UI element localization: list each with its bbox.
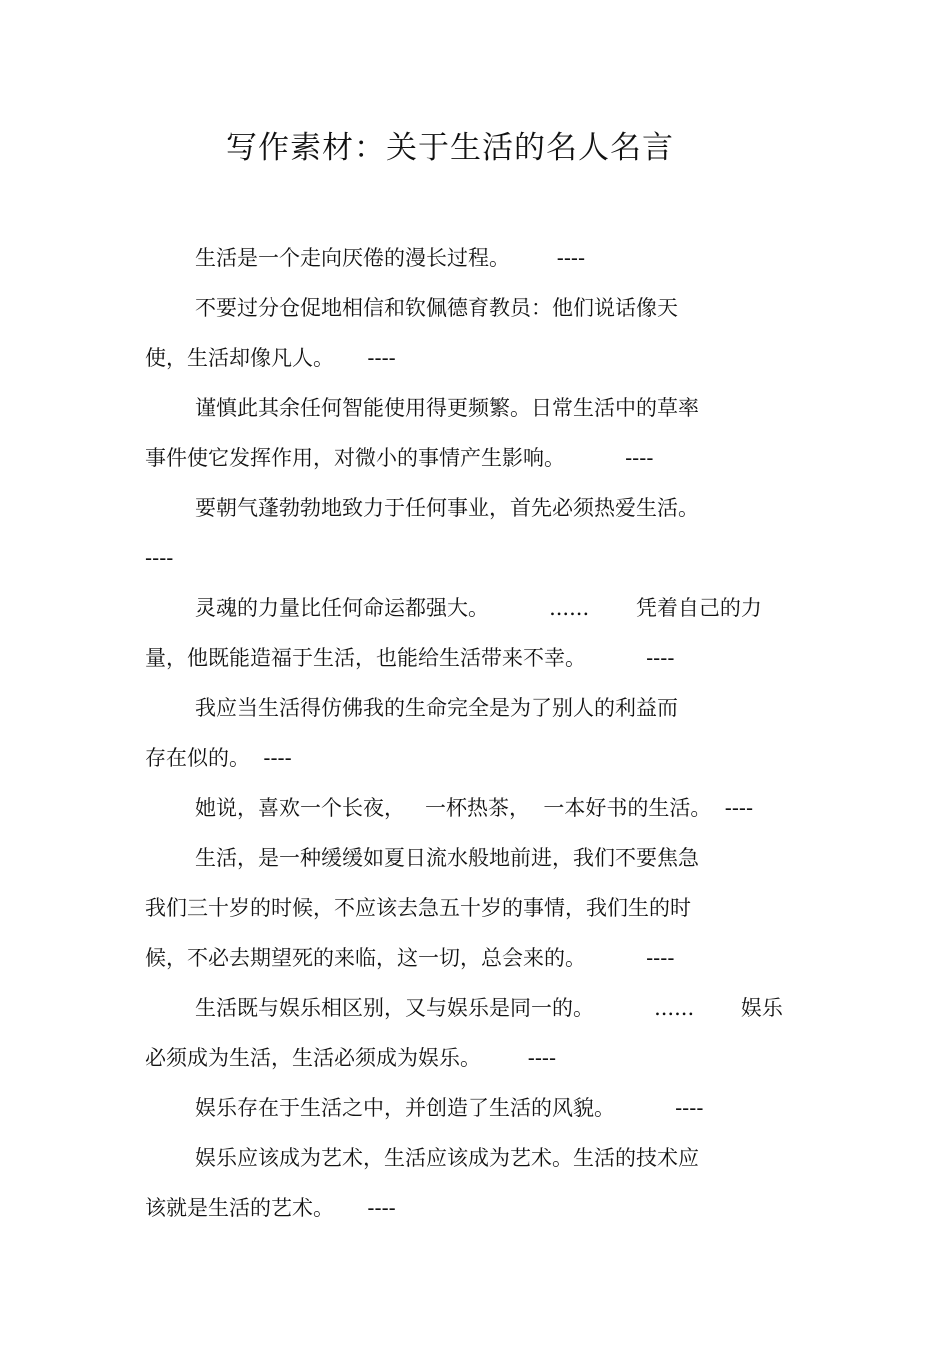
quote-line: 候，不必去期望死的来临，这一切，总会来的。 ---- [145, 946, 675, 970]
quote-line: 事件使它发挥作用，对微小的事情产生影响。 ---- [145, 446, 654, 470]
quote-line: 她说，喜欢一个长夜， 一杯热茶， 一本好书的生活。 ---- [195, 796, 754, 820]
quote-line: 灵魂的力量比任何命运都强大。 ...... 凭着自己的力 [195, 596, 762, 620]
quote-line: 生活既与娱乐相区别，又与娱乐是同一的。 ...... 娱乐 [195, 996, 783, 1020]
quote-line: 我们三十岁的时候，不应该去急五十岁的事情，我们生的时 [145, 896, 691, 920]
quote-line: 娱乐应该成为艺术，生活应该成为艺术。生活的技术应 [195, 1146, 699, 1170]
quote-line: 要朝气蓬勃勃地致力于任何事业，首先必须热爱生活。 [195, 496, 699, 520]
quote-line: 我应当生活得仿佛我的生命完全是为了别人的利益而 [195, 696, 678, 720]
quote-line: ---- [145, 546, 174, 570]
quote-line: 生活是一个走向厌倦的漫长过程。 ---- [195, 246, 586, 270]
page-title: 写作素材：关于生活的名人名言 [226, 130, 674, 166]
quote-line: 娱乐存在于生活之中，并创造了生活的风貌。 ---- [195, 1096, 704, 1120]
quote-line: 存在似的。 ---- [145, 746, 292, 770]
quote-line: 生活，是一种缓缓如夏日流水般地前进，我们不要焦急 [195, 846, 699, 870]
quote-line: 不要过分仓促地相信和钦佩德育教员：他们说话像天 [195, 296, 678, 320]
quote-line: 谨慎此其余任何智能使用得更频繁。日常生活中的草率 [195, 396, 699, 420]
quote-line: 量，他既能造福于生活，也能给生活带来不幸。 ---- [145, 646, 675, 670]
quote-line: 必须成为生活，生活必须成为娱乐。 ---- [145, 1046, 557, 1070]
quote-line: 该就是生活的艺术。 ---- [145, 1196, 396, 1220]
quote-line: 使，生活却像凡人。 ---- [145, 346, 396, 370]
